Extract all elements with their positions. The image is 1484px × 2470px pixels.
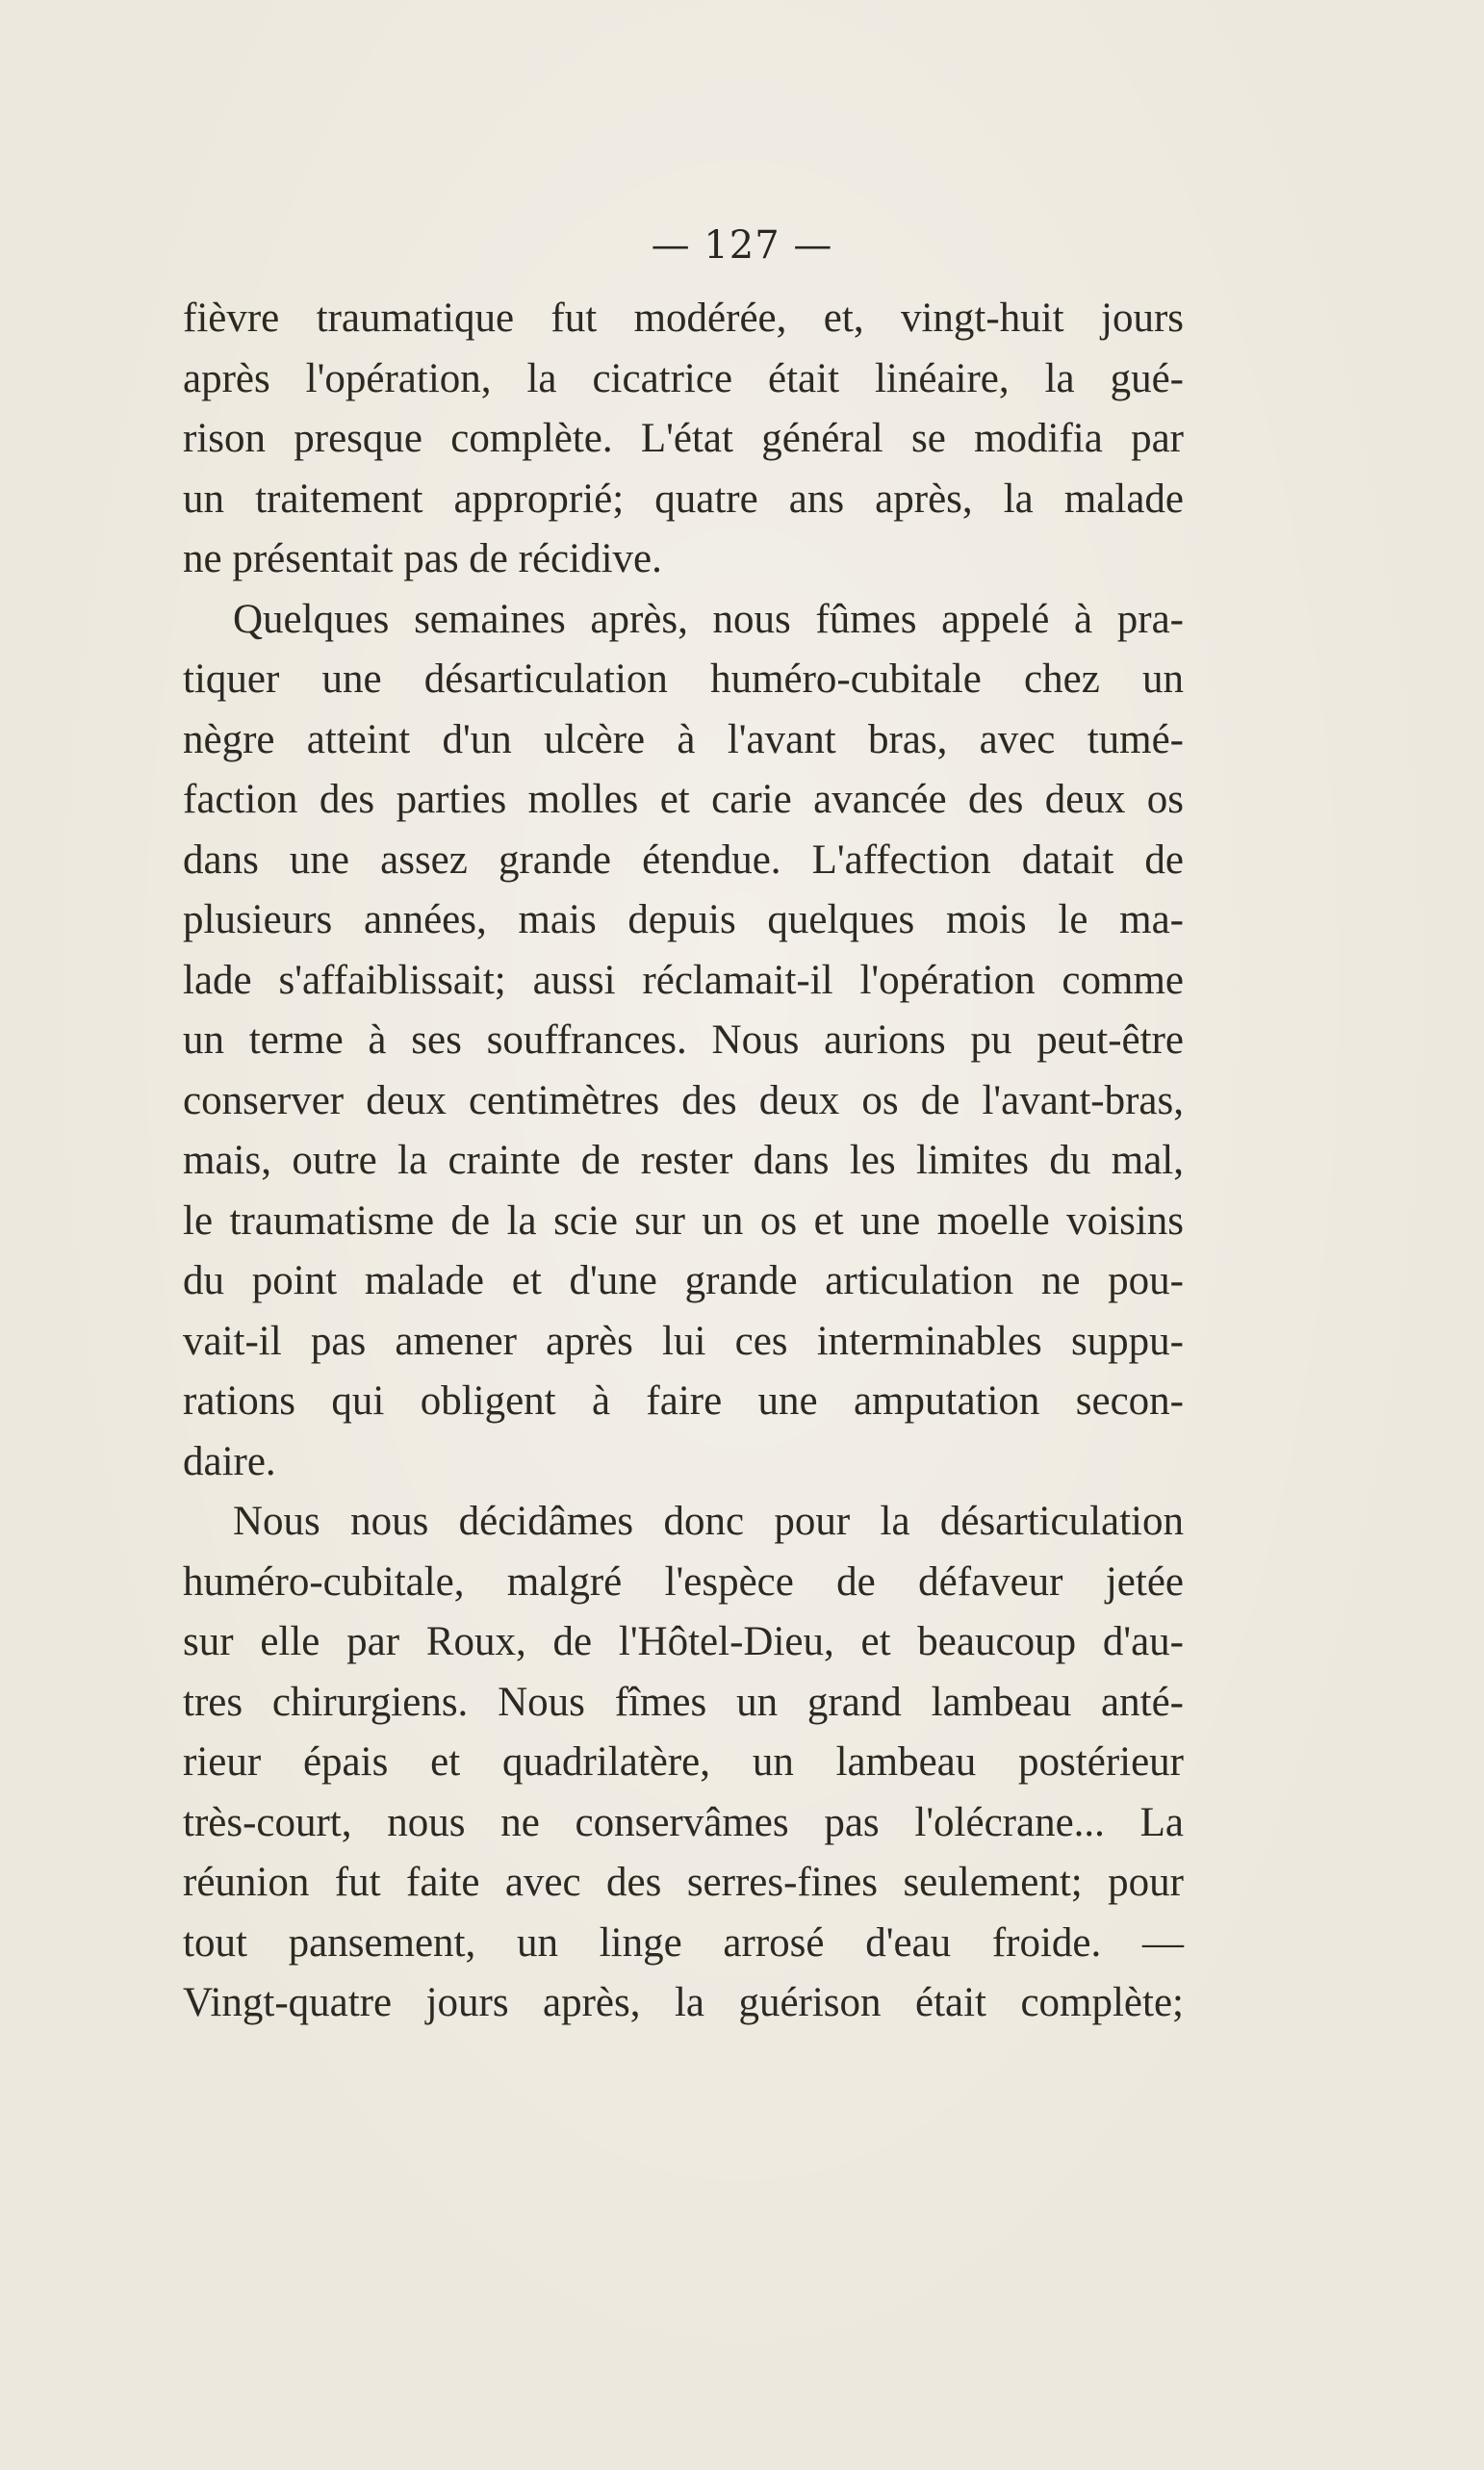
text-line: lade s'affaiblissait; aussi réclamait-il l'opération comme [183, 957, 1184, 1003]
text-line: tres chirurgiens. Nous fîmes un grand lambeau anté- [183, 1679, 1184, 1725]
text-line: très-court, nous ne conservâmes pas l'olécrane... La [183, 1799, 1184, 1845]
text-line: réunion fut faite avec des serres-fines seulement; pour [183, 1860, 1184, 1905]
text-line: un terme à ses souffrances. Nous aurions pu peut-être [183, 1017, 1184, 1063]
text-line: Nous nous décidâmes donc pour la désarticulation [233, 1499, 1184, 1544]
text-line: un traitement approprié; quatre ans après, la malade [183, 476, 1184, 522]
text-line: sur elle par Roux, de l'Hôtel-Dieu, et beaucoup d'au- [183, 1619, 1184, 1664]
text-line: dans une assez grande étendue. L'affection datait de [183, 836, 1184, 883]
text-line: rations qui obligent à faire une amputation secon- [183, 1378, 1184, 1424]
text-line: nègre atteint d'un ulcère à l'avant bras, avec tumé- [183, 716, 1184, 762]
text-line: huméro-cubitale, malgré l'espèce de défaveur jetée [183, 1558, 1184, 1605]
text-line: vait-il pas amener après lui ces interminables suppu- [183, 1318, 1184, 1364]
text-line: conserver deux centimètres des deux os de l'avant-bras, [183, 1077, 1184, 1123]
text-line: après l'opération, la cicatrice était linéaire, la gué- [183, 355, 1184, 401]
text-line: tout pansement, un linge arrosé d'eau froide. — [183, 1919, 1184, 1966]
body-text [183, 289, 1184, 2034]
text-line: mais, outre la crainte de rester dans les limites du mal, [183, 1138, 1184, 1183]
text-line: plusieurs années, mais depuis quelques mois le ma- [183, 897, 1184, 942]
text-line: tiquer une désarticulation huméro-cubitale chez un [183, 656, 1184, 702]
text-line: fièvre traumatique fut modérée, et, vingt-huit jours [183, 296, 1184, 341]
text-line: ne présentait pas de récidive. [183, 536, 662, 581]
text-line: Vingt-quatre jours après, la guérison était complète; [183, 1980, 1184, 2025]
text-line: faction des parties molles et carie avancée des deux os [183, 777, 1184, 822]
text-line: rison presque complète. L'état général se modifia par [183, 416, 1184, 461]
page-number: — 127 — [651, 223, 833, 268]
text-line: Quelques semaines après, nous fûmes appelé à pra- [233, 596, 1184, 642]
text-line: rieur épais et quadrilatère, un lambeau postérieur [183, 1739, 1184, 1785]
text-line: daire. [183, 1438, 276, 1484]
text-line: le traumatisme de la scie sur un os et une moelle voisins [183, 1197, 1184, 1244]
text-line: du point malade et d'une grande articulation ne pou- [183, 1258, 1184, 1303]
